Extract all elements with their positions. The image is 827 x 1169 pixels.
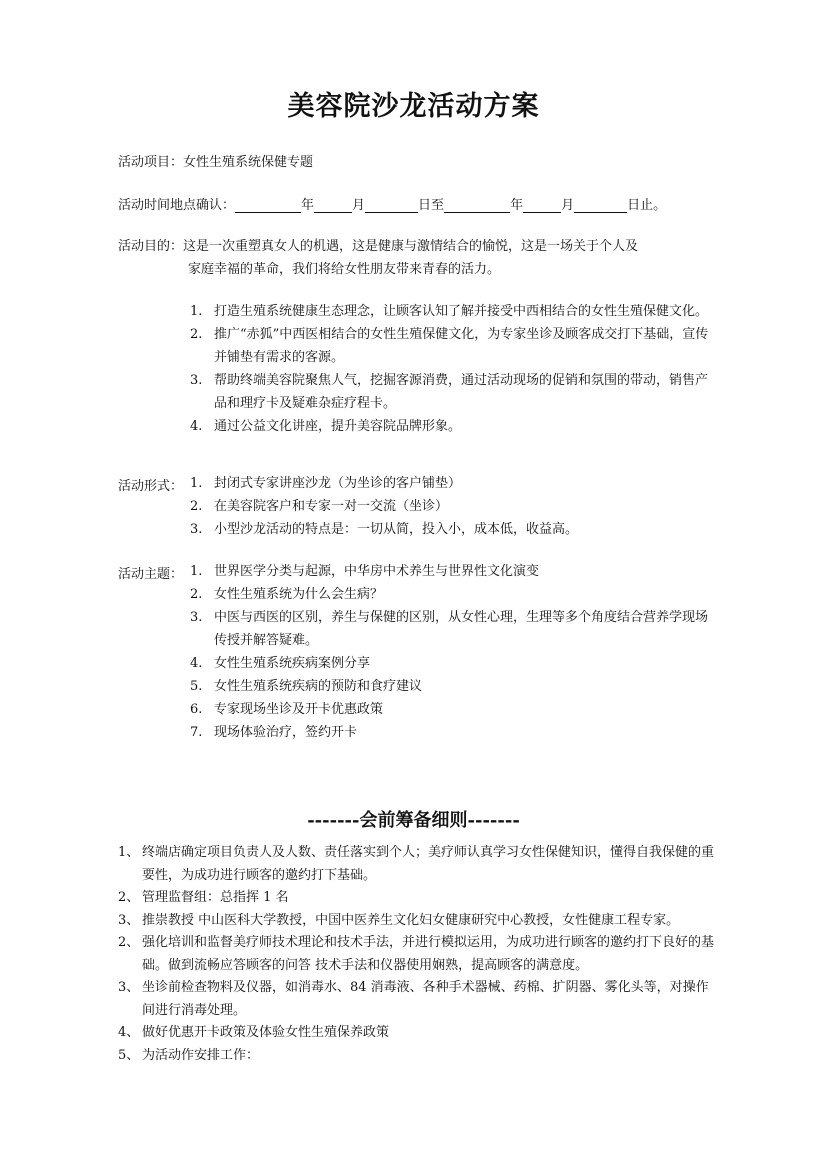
purpose-line-2: 家庭幸福的革命，我们将给女性朋友带来青春的活力。 [188,262,501,277]
month-blank-2[interactable] [523,198,561,213]
purpose-line-1: 这是一次重塑真女人的机遇，这是健康与激情结合的愉悦，这是一场关于个人及 [183,239,639,254]
list-item: 2、 管理监督组：总指挥 1 名 [118,890,289,905]
theme-list [190,560,712,744]
list-item: 2、 强化培训和监督美疗师技术理论和技术手法，并进行模拟运用，为成功进行顾客的邀约打下良好的基础。做到流畅应答顾客的问答 技术手法和仪器使用娴熟，提高顾客的满意度。 [118,935,715,973]
list-item: 2. 女性生殖系统为什么会生病？ [190,587,384,602]
time-label: 活动时间地点确认： [118,198,236,213]
purpose-list [190,300,712,438]
page-title: 美容院沙龙活动方案 [287,91,540,122]
list-item: 3、 坐诊前检查物料及仪器，如消毒水、84 消毒液、各种手术器械、药棉、扩阴器、雾化头等，对操作间进行消毒处理。 [118,980,709,1018]
list-item: 3. 帮助终端美容院聚焦人气，挖掘客源消费，通过活动现场的促销和氛围的带动，销售产品和理疗卡及疑难杂症疗程卡。 [190,373,709,411]
list-item: 2. 在美容院客户和专家一对一交流（坐诊） [190,499,449,514]
list-item: 5、 为活动作安排工作： [118,1047,260,1063]
list-item: 4. 女性生殖系统疾病案例分享 [190,656,371,671]
prep-list [118,842,714,1067]
list-item: 4、 做好优惠开卡政策及体验女性生殖保养政策 [118,1025,390,1040]
list-item: 3. 中医与西医的区别，养生与保健的区别，从女性心理，生理等多个角度结合营养学现场传授并解答疑难。 [190,610,709,648]
list-item: 3. 小型沙龙活动的特点是：一切从简，投入小，成本低，收益高。 [190,522,579,537]
list-item: 4. 通过公益文化讲座，提升美容院品牌形象。 [190,419,462,434]
day-blank-2[interactable] [574,198,627,213]
year-blank-1[interactable] [235,198,301,213]
activity-time-location [118,194,666,213]
activity-form-label: 活动形式： [118,479,184,494]
activity-purpose [118,235,718,281]
list-item: 1. 打造生殖系统健康生态理念，让顾客认知了解并接受中西相结合的女性生殖保健文化。 [190,304,709,319]
list-item: 7. 现场体验治疗，签约开卡 [190,725,358,740]
day-blank-1[interactable] [365,198,418,213]
list-item: 5. 女性生殖系统疾病的预防和食疗建议 [190,679,423,694]
list-item: 6. 专家现场坐诊及开卡优惠政策 [190,702,384,717]
activity-project-label: 活动项目： [118,155,184,170]
list-item: 3、 推崇教授 中山医科大学教授，中国中医养生文化妇女健康研究中心教授，女性健康工程专家。 [118,912,680,928]
activity-project-value: 女性生殖系统保健专题 [183,155,314,170]
month-blank-1[interactable] [314,198,352,213]
year-label-1: 年 [301,198,315,213]
year-label-2: 年 [510,198,524,213]
list-item: 2. 推广“赤狐”中西医相结合的女性生殖保健文化，为专家坐诊及顾客成交打下基础，宣传并铺垫有需求的客源。 [190,327,709,365]
day-to-label: 日至 [418,198,445,213]
list-item: 1. 世界医学分类与起源，中华房中术养生与世界性文化演变 [190,564,540,579]
month-label-2: 月 [561,198,575,213]
day-end-label: 日止。 [627,198,667,213]
month-label-1: 月 [352,198,366,213]
activity-project [118,151,313,170]
section-title-prep: -------会前筹备细则------- [307,810,520,831]
activity-theme-label: 活动主题： [118,567,184,582]
purpose-label: 活动目的： [118,239,184,254]
list-item: 1、 终端店确定项目负责人及人数、责任落实到个人；美疗师认真学习女性保健知识，懂得自我保健的重要性，为成功进行顾客的邀约打下基础。 [118,845,715,883]
form-list [190,472,712,541]
list-item: 1. 封闭式专家讲座沙龙（为坐诊的客户铺垫） [190,476,462,491]
year-blank-2[interactable] [444,198,510,213]
